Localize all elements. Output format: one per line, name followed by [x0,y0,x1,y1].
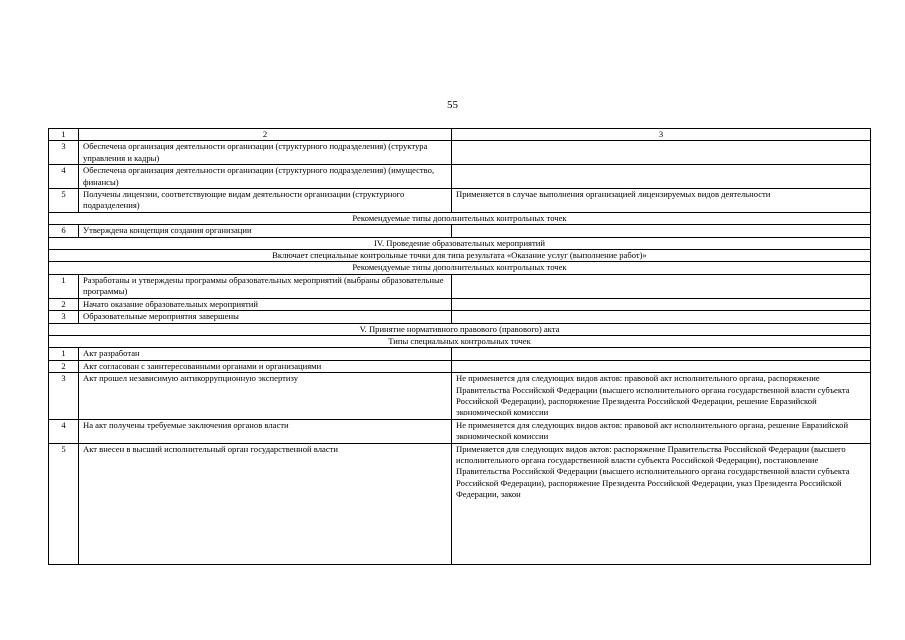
section-title: V. Принятие нормативного правового (правового) акта [49,323,871,335]
row-text: Обеспечена организация деятельности организации (структурного подразделения) (имущество, финансы) [79,165,452,189]
row-number: 2 [49,298,79,310]
row-note [452,311,871,323]
row-text: Акт согласован с заинтересованными органами и организациями [79,360,452,372]
table-row [49,348,871,360]
table-body [49,129,871,565]
row-text: Утверждена концепция создания организации [79,225,452,237]
header-col-2: 2 [79,129,452,141]
row-text: На акт получены требуемые заключения органов власти [79,419,452,443]
table-row [49,298,871,310]
row-number: 5 [49,443,79,564]
table-row [49,443,871,564]
table-row [49,373,871,420]
header-row [49,129,871,141]
section-row [49,323,871,335]
header-col-3: 3 [452,129,871,141]
table-row [49,225,871,237]
row-number: 6 [49,225,79,237]
table-row [49,360,871,372]
section-title: Типы специальных контрольных точек [49,335,871,347]
section-row [49,237,871,249]
row-note [452,165,871,189]
table-row [49,189,871,213]
section-row [49,335,871,347]
row-number: 1 [49,348,79,360]
header-col-1: 1 [49,129,79,141]
section-title: IV. Проведение образовательных мероприятий [49,237,871,249]
section-row [49,262,871,274]
section-title: Включает специальные контрольные точки для типа результата «Оказание услуг (выполнение работ)» [49,250,871,262]
row-note [452,225,871,237]
row-number: 4 [49,419,79,443]
row-text: Получены лицензии, соответствующие видам деятельности организации (структурного подразделения) [79,189,452,213]
row-number: 4 [49,165,79,189]
row-number: 2 [49,360,79,372]
row-note [452,274,871,298]
row-number: 3 [49,373,79,420]
row-number: 3 [49,141,79,165]
row-text: Акт прошел независимую антикоррупционную экспертизу [79,373,452,420]
section-row [49,250,871,262]
table-row [49,165,871,189]
row-number: 1 [49,274,79,298]
table-row [49,274,871,298]
row-text: Образовательные мероприятия завершены [79,311,452,323]
row-note: Не применяется для следующих видов актов: правовой акт исполнительного органа, распоряжение Правительства Российской Федерации (высшего исполнительного органа государственной власти субъекта Российской Федерации), распоряжение Президента Российской Федерации, решение Евразийской экономической комиссии [452,373,871,420]
row-number: 5 [49,189,79,213]
row-note: Применяется в случае выполнения организацией лицензируемых видов деятельности [452,189,871,213]
row-note [452,298,871,310]
row-number: 3 [49,311,79,323]
row-text: Акт разработан [79,348,452,360]
section-title: Рекомендуемые типы дополнительных контрольных точек [49,212,871,224]
row-note [452,141,871,165]
section-title: Рекомендуемые типы дополнительных контрольных точек [49,262,871,274]
row-note [452,348,871,360]
row-text: Акт внесен в высший исполнительный орган государственной власти [79,443,452,564]
row-note: Применяется для следующих видов актов: распоряжение Правительства Российской Федерации (высшего исполнительного органа государственной власти субъекта Российской Федерации), постановление Правительства Российской Федерации (высшего исполнительного органа государственной власти субъекта Российской Федерации), распоряжение Президента Российской Федерации, указ Президента Российской Федерации, закон [452,443,871,564]
row-text: Начато оказание образовательных мероприятий [79,298,452,310]
table-row [49,311,871,323]
checkpoints-table [48,128,871,565]
table-row [49,141,871,165]
table-row [49,419,871,443]
row-text: Обеспечена организация деятельности организации (структурного подразделения) (структура управления и кадры) [79,141,452,165]
section-row [49,212,871,224]
row-text: Разработаны и утверждены программы образовательных мероприятий (выбраны образовательные программы) [79,274,452,298]
page-number: 55 [447,99,458,111]
row-note [452,360,871,372]
row-note: Не применяется для следующих видов актов: правовой акт исполнительного органа, решение Евразийской экономической комиссии [452,419,871,443]
